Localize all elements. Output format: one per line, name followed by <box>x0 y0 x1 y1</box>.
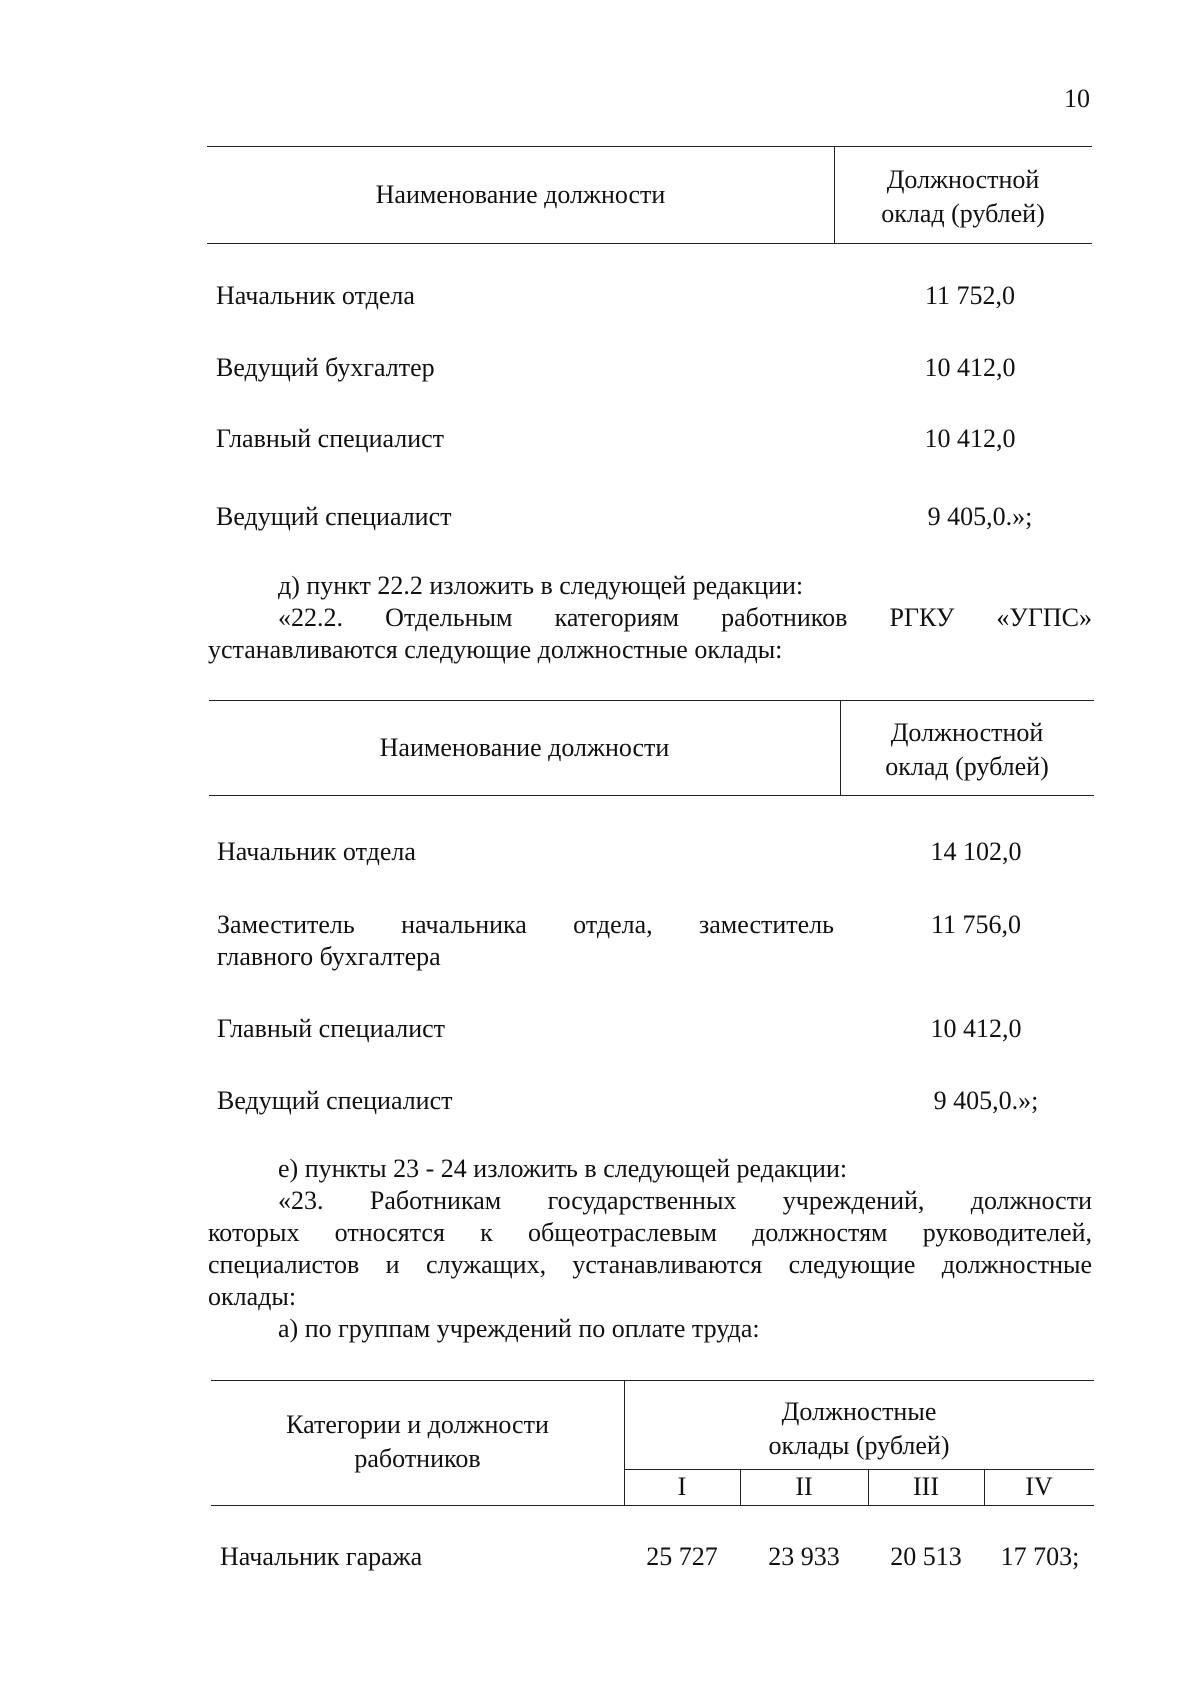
table-row: Начальник отдела <box>217 837 416 866</box>
group-header-2: II <box>795 1472 813 1501</box>
paragraph-d-line3: устанавливаются следующие должностные оклады: <box>208 635 783 664</box>
table-row: Ведущий специалист <box>217 1086 453 1115</box>
paragraph-e-line2: «23. Работникам государственных учреждений, должности <box>278 1186 1092 1215</box>
table-row: Ведущий бухгалтер <box>216 353 435 382</box>
table-row: Начальник отдела <box>216 281 415 310</box>
table-cell-value: 9 405,0.»; <box>927 502 1033 531</box>
table-row: Ведущий специалист <box>216 502 452 531</box>
table1-header-salary: Должностной оклад (рублей) <box>881 165 1045 228</box>
paragraph-e-line4: специалистов и служащих, устанавливаются следующие должностные <box>208 1250 1092 1279</box>
group-header-1: I <box>677 1472 687 1501</box>
group-header-3: III <box>913 1472 939 1501</box>
table-row: Заместитель начальника отдела, заместитель <box>217 910 834 939</box>
table3-header-salary: Должностные оклады (рублей) <box>768 1397 950 1460</box>
paragraph-e-line6: а) по группам учреждений по оплате труда: <box>278 1314 760 1343</box>
table-row: Главный специалист <box>217 1014 446 1043</box>
table-cell-value: 14 102,0 <box>930 837 1022 866</box>
table3-header-name: Категории и должности работников <box>286 1410 549 1473</box>
paragraph-d-line2: «22.2. Отдельным категориям работников РГКУ «УГПС» <box>278 603 1092 632</box>
paragraph-d-line1: д) пункт 22.2 изложить в следующей редакции: <box>278 571 804 600</box>
table-cell-value: 25 727 <box>646 1542 718 1571</box>
paragraph-e-line5: оклады: <box>208 1282 297 1311</box>
table-cell-value: 20 513 <box>890 1542 962 1571</box>
table-cell-value: 11 752,0 <box>924 281 1016 310</box>
table-cell-value: 10 412,0 <box>924 353 1016 382</box>
table-cell-value: 11 756,0 <box>930 910 1022 939</box>
table-cell-value: 17 703; <box>1000 1542 1080 1571</box>
table-cell-value: 10 412,0 <box>924 424 1016 453</box>
table-row: Главный специалист <box>216 424 445 453</box>
page-number: 10 <box>1064 84 1090 113</box>
paragraph-e-line1: е) пункты 23 - 24 изложить в следующей редакции: <box>278 1154 848 1183</box>
table-cell-value: 9 405,0.»; <box>933 1086 1039 1115</box>
table2-header-name: Наименование должности <box>379 733 670 762</box>
table-row-continued: главного бухгалтера <box>217 942 441 971</box>
table2-header-salary: Должностной оклад (рублей) <box>885 718 1049 781</box>
group-header-4: IV <box>1025 1472 1053 1501</box>
table-cell-value: 23 933 <box>768 1542 840 1571</box>
paragraph-e-line3: которых относятся к общеотраслевым должностям руководителей, <box>208 1218 1092 1247</box>
table-cell-value: 10 412,0 <box>930 1014 1022 1043</box>
table-row: Начальник гаража <box>220 1542 423 1571</box>
table1-header-name: Наименование должности <box>375 180 666 209</box>
